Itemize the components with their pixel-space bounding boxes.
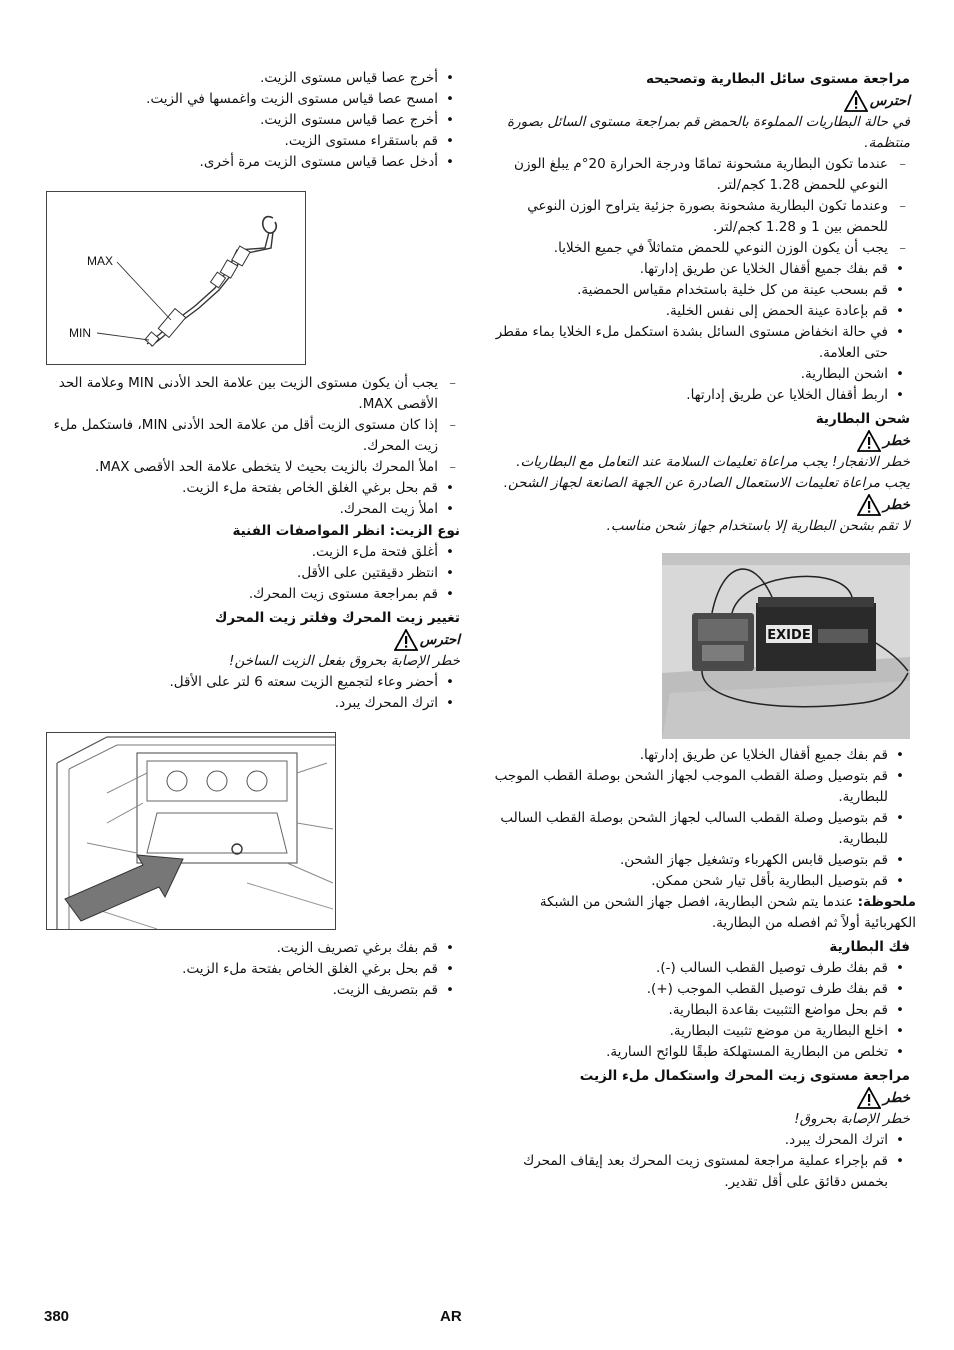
- list-item: • قم بفك طرف توصيل القطب الموجب (+).: [490, 979, 910, 1000]
- list-item: • قم بمراجعة مستوى زيت المحرك.: [46, 584, 460, 605]
- danger-label: [490, 1087, 910, 1109]
- list-item: • قم بسحب عينة من كل خلية باستخدام مقياس الحمضية.: [490, 280, 910, 301]
- list-item: • قم بتوصيل قابس الكهرباء وتشغيل جهاز الشحن.: [490, 850, 910, 871]
- danger-text: لا تقم بشحن البطارية إلا باستخدام جهاز شحن مناسب.: [606, 518, 910, 534]
- bullet-list-oil-change: [46, 672, 460, 714]
- danger-label: [490, 430, 910, 452]
- list-item: • تخلص من البطارية المستهلكة طبقًا للوائح السارية.: [490, 1042, 910, 1063]
- list-item: • قم بتوصيل وصلة القطب السالب لجهاز الشحن بوصلة القطب السالب للبطارية.: [490, 808, 910, 850]
- list-item: • أخرج عصا قياس مستوى الزيت.: [46, 110, 460, 131]
- danger-label: [490, 494, 910, 516]
- list-item: • قم بفك جميع أقفال الخلايا عن طريق إدارتها.: [490, 259, 910, 280]
- left-column: [46, 68, 460, 1001]
- dipstick-max-label: MAX: [87, 254, 114, 268]
- list-item: • اترك المحرك يبرد.: [490, 1130, 910, 1151]
- warning-triangle-icon: [857, 494, 881, 516]
- list-item: • اشحن البطارية.: [490, 364, 910, 385]
- warning-triangle-icon: [857, 1087, 881, 1109]
- list-item: • قم بحل مواضع التثبيت بقاعدة البطارية.: [490, 1000, 910, 1021]
- list-item: – وعندما تكون البطارية مشحونة بصورة جزئية يتراوح الوزن النوعي للحمض بين 1 و 1.28 كجم/لتر.: [490, 196, 910, 238]
- bullet-list-drain: [46, 938, 460, 1001]
- section-heading-oil-change: تغيير زيت المحرك وفلتر زيت المحرك: [214, 610, 460, 626]
- section-heading-remove-battery: فك البطارية: [829, 939, 910, 955]
- list-item: • في حالة انخفاض مستوى السائل بشدة استكمل ملء الخلايا بماء مقطر حتى العلامة.: [490, 322, 910, 364]
- engine-drain-illustration: [46, 732, 336, 930]
- dash-list-oil-level: [46, 373, 460, 478]
- list-item: – املأ المحرك بالزيت بحيث لا يتخطى علامة الحد الأقصى MAX.: [46, 457, 460, 478]
- list-item: • قم بفك جميع أقفال الخلايا عن طريق إدارتها.: [490, 745, 910, 766]
- list-item: • قم بفك طرف توصيل القطب السالب (-).: [490, 958, 910, 979]
- dipstick-min-label: MIN: [69, 326, 91, 340]
- warning-triangle-icon: [844, 90, 868, 112]
- caution-label-text: احترس: [869, 93, 910, 109]
- list-item: • قم باستقراء مستوى الزيت.: [46, 131, 460, 152]
- list-item: • قم بإعادة عينة الحمض إلى نفس الخلية.: [490, 301, 910, 322]
- bullet-list-close: [46, 542, 460, 605]
- list-item: • قم بحل برغي الغلق الخاص بفتحة ملء الزيت.: [46, 478, 460, 499]
- list-item: – عندما تكون البطارية مشحونة تمامًا ودرجة الحرارة 20°م يبلغ الوزن النوعي للحمض 1.28 كجم/لتر.: [490, 154, 910, 196]
- list-item: • قم بتوصيل وصلة القطب الموجب لجهاز الشحن بوصلة القطب الموجب للبطارية.: [490, 766, 910, 808]
- list-item: • أغلق فتحة ملء الزيت.: [46, 542, 460, 563]
- note-text: عندما يتم شحن البطارية، افصل جهاز الشحن من الشبكة الكهربائية أولاً ثم افصله من البطارية.: [539, 894, 916, 931]
- right-column: [490, 68, 916, 1193]
- list-item: – إذا كان مستوى الزيت أقل من علامة الحد الأدنى MIN، فاستكمل ملء زيت المحرك.: [46, 415, 460, 457]
- list-item: – يجب أن يكون الوزن النوعي للحمض متماثلاً في جميع الخلايا.: [490, 238, 910, 259]
- dipstick-figure-wrap: [46, 191, 460, 365]
- danger-label-text: خطر: [883, 433, 910, 449]
- oil-type-heading: نوع الزيت: انظر المواصفات الفنية: [232, 523, 460, 539]
- danger-label-text: خطر: [883, 1090, 910, 1106]
- caution-label: [46, 629, 460, 651]
- bullet-list-remove: [490, 958, 910, 1063]
- list-item: – يجب أن يكون مستوى الزيت بين علامة الحد الأدنى MIN وعلامة الحد الأقصى MAX.: [46, 373, 460, 415]
- page-number: 380: [44, 1308, 70, 1325]
- warning-triangle-icon: [857, 430, 881, 452]
- list-item: • أخرج عصا قياس مستوى الزيت.: [46, 68, 460, 89]
- list-item: • امسح عصا قياس مستوى الزيت واغمسها في الزيت.: [46, 89, 460, 110]
- list-item: • قم بتصريف الزيت.: [46, 980, 460, 1001]
- section-heading-battery-check: مراجعة مستوى سائل البطارية وتصحيحه: [645, 71, 910, 87]
- battery-charger-photo: [662, 553, 910, 739]
- bullet-list-battery-check: [490, 259, 910, 406]
- caution-label-text: احترس: [419, 632, 460, 648]
- engine-figure-wrap: [46, 732, 460, 930]
- bullet-list-fill: [46, 478, 460, 520]
- bullet-list-oil-check: [490, 1130, 910, 1193]
- battery-brand-label: EXIDE: [767, 628, 811, 643]
- caution-label: [490, 90, 910, 112]
- list-item: • أدخل عصا قياس مستوى الزيت مرة أخرى.: [46, 152, 460, 173]
- section-heading-oil-check: مراجعة مستوى زيت المحرك واستكمال ملء الزيت: [579, 1068, 910, 1084]
- list-item: • انتظر دقيقتين على الأقل.: [46, 563, 460, 584]
- warning-triangle-icon: [394, 629, 418, 651]
- list-item: • قم بتوصيل البطارية بأقل تيار شحن ممكن.: [490, 871, 910, 892]
- list-item: • أحضر وعاء لتجميع الزيت سعته 6 لتر على الأقل.: [46, 672, 460, 693]
- list-item: • قم بحل برغي الغلق الخاص بفتحة ملء الزيت.: [46, 959, 460, 980]
- list-item: • املأ زيت المحرك.: [46, 499, 460, 520]
- danger-label-text: خطر: [883, 497, 910, 513]
- caution-text: في حالة البطاريات المملوءة بالحمض قم بمراجعة مستوى السائل بصورة منتظمة.: [507, 114, 910, 151]
- section-heading-charge: شحن البطارية: [815, 411, 910, 427]
- note-label: ملحوظة:: [857, 894, 916, 910]
- list-item: • اخلع البطارية من موضع تثبيت البطارية.: [490, 1021, 910, 1042]
- caution-text: خطر الإصابة بحروق بفعل الزيت الساخن!: [229, 653, 460, 669]
- dipstick-illustration: [46, 191, 306, 365]
- bullet-list-charge: [490, 745, 910, 892]
- dash-list-battery: [490, 154, 910, 259]
- danger-text: خطر الانفجار! يجب مراعاة تعليمات السلامة عند التعامل مع البطاريات. يجب مراعاة تعليمات الاستعمال الصادرة عن الجهة الصانعة لجهاز الشحن.: [503, 454, 910, 491]
- note: [490, 892, 916, 934]
- danger-text: خطر الإصابة بحروق!: [794, 1111, 910, 1127]
- battery-figure-wrap: [490, 553, 910, 739]
- bullet-list-dipstick: [46, 68, 460, 173]
- list-item: • قم بفك برغي تصريف الزيت.: [46, 938, 460, 959]
- language-code: AR: [440, 1308, 462, 1325]
- list-item: • اربط أقفال الخلايا عن طريق إدارتها.: [490, 385, 910, 406]
- list-item: • اترك المحرك يبرد.: [46, 693, 460, 714]
- list-item: • قم بإجراء عملية مراجعة لمستوى زيت المحرك بعد إيقاف المحرك بخمس دقائق على أقل تقدير.: [490, 1151, 910, 1193]
